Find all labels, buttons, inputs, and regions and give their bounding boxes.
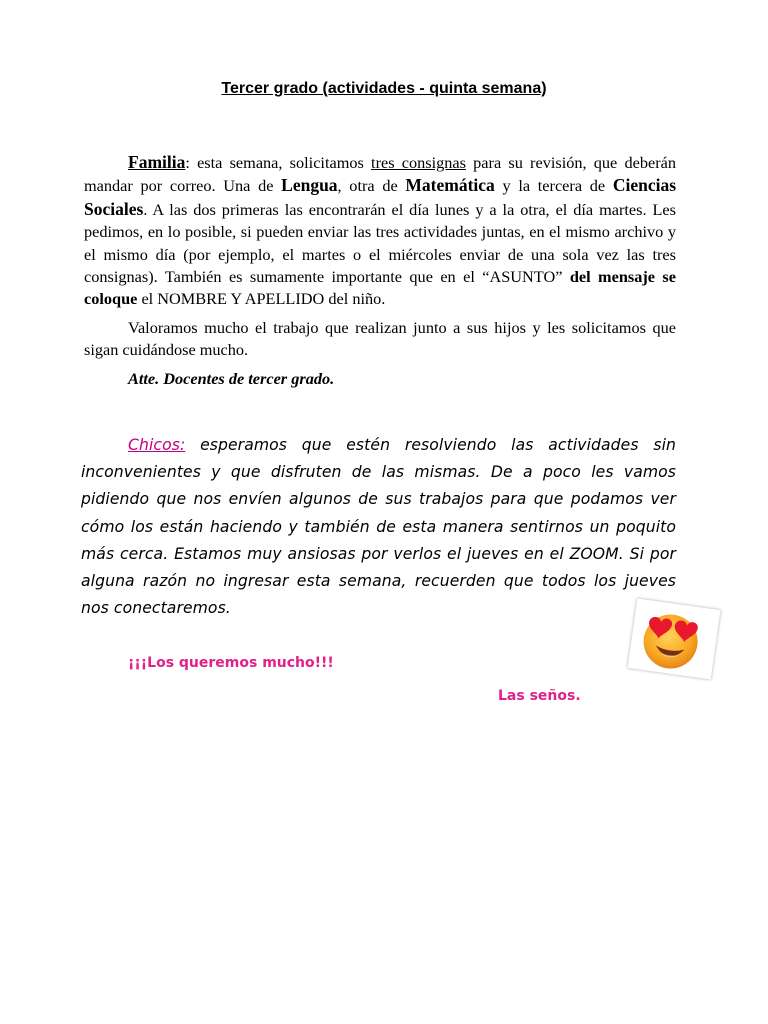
love-message: ¡¡¡Los queremos mucho!!! xyxy=(128,655,334,671)
text-segment: : esta semana, solicitamos xyxy=(185,153,372,172)
ciencias-text: Ciencias Sociales xyxy=(84,175,677,219)
familia-label: Familia xyxy=(128,152,186,172)
kids-paragraph xyxy=(81,432,676,622)
kids-message xyxy=(81,432,676,622)
text-segment: para su revisión, que deberán mandar por correo. Una de xyxy=(84,153,676,196)
family-message xyxy=(84,151,676,390)
chicos-label: Chicos: xyxy=(128,436,186,454)
teachers-signature: Atte. Docentes de tercer grado. xyxy=(128,368,335,388)
matematica-text: Matemática xyxy=(405,175,495,196)
mensaje-text: del mensaje se coloque xyxy=(84,267,676,309)
text-segment: el NOMBRE Y APELLIDO del niño. xyxy=(137,289,386,309)
text-segment: , otra de xyxy=(337,176,406,196)
family-paragraph xyxy=(84,151,676,311)
consignas-text: tres consignas xyxy=(371,153,466,172)
lengua-text: Lengua xyxy=(281,175,338,196)
heart-eyes-emoji-icon xyxy=(628,598,721,679)
kids-text: esperamos que estén resolviendo las actividades sin inconvenientes y que disfruten de las mismas. De a poco les vamos pidiendo que nos envíen algunos de sus trabajos para que podamos ver cómo los están haciendo y también de esta manera sentirnos un poquito más cerca. Estamos muy ansiosas por verlos el jueves en el ZOOM. Si por alguna razón no ingresar esta semana, recuerden que todos los jueves nos conectaremos. xyxy=(81,436,676,618)
closing-signature: Las seños. xyxy=(498,688,581,704)
family-paragraph-2: Valoramos mucho el trabajo que realizan junto a sus hijos y les solicitamos que sigan cuidándose mucho. xyxy=(84,317,676,360)
page-title: Tercer grado (actividades - quinta semana) xyxy=(221,80,547,97)
text-segment: y la tercera de xyxy=(494,176,613,196)
text-segment: . A las dos primeras las encontrarán el día lunes y a la otra, el día martes. Les pedimos, en lo posible, si pueden enviar las tres actividades juntas, en el mismo archivo y el mismo día (por ejemplo, el martes o el miércoles enviar de una sola vez las tres consignas). También es sumamente importante que en el “ASUNTO” xyxy=(84,199,676,287)
